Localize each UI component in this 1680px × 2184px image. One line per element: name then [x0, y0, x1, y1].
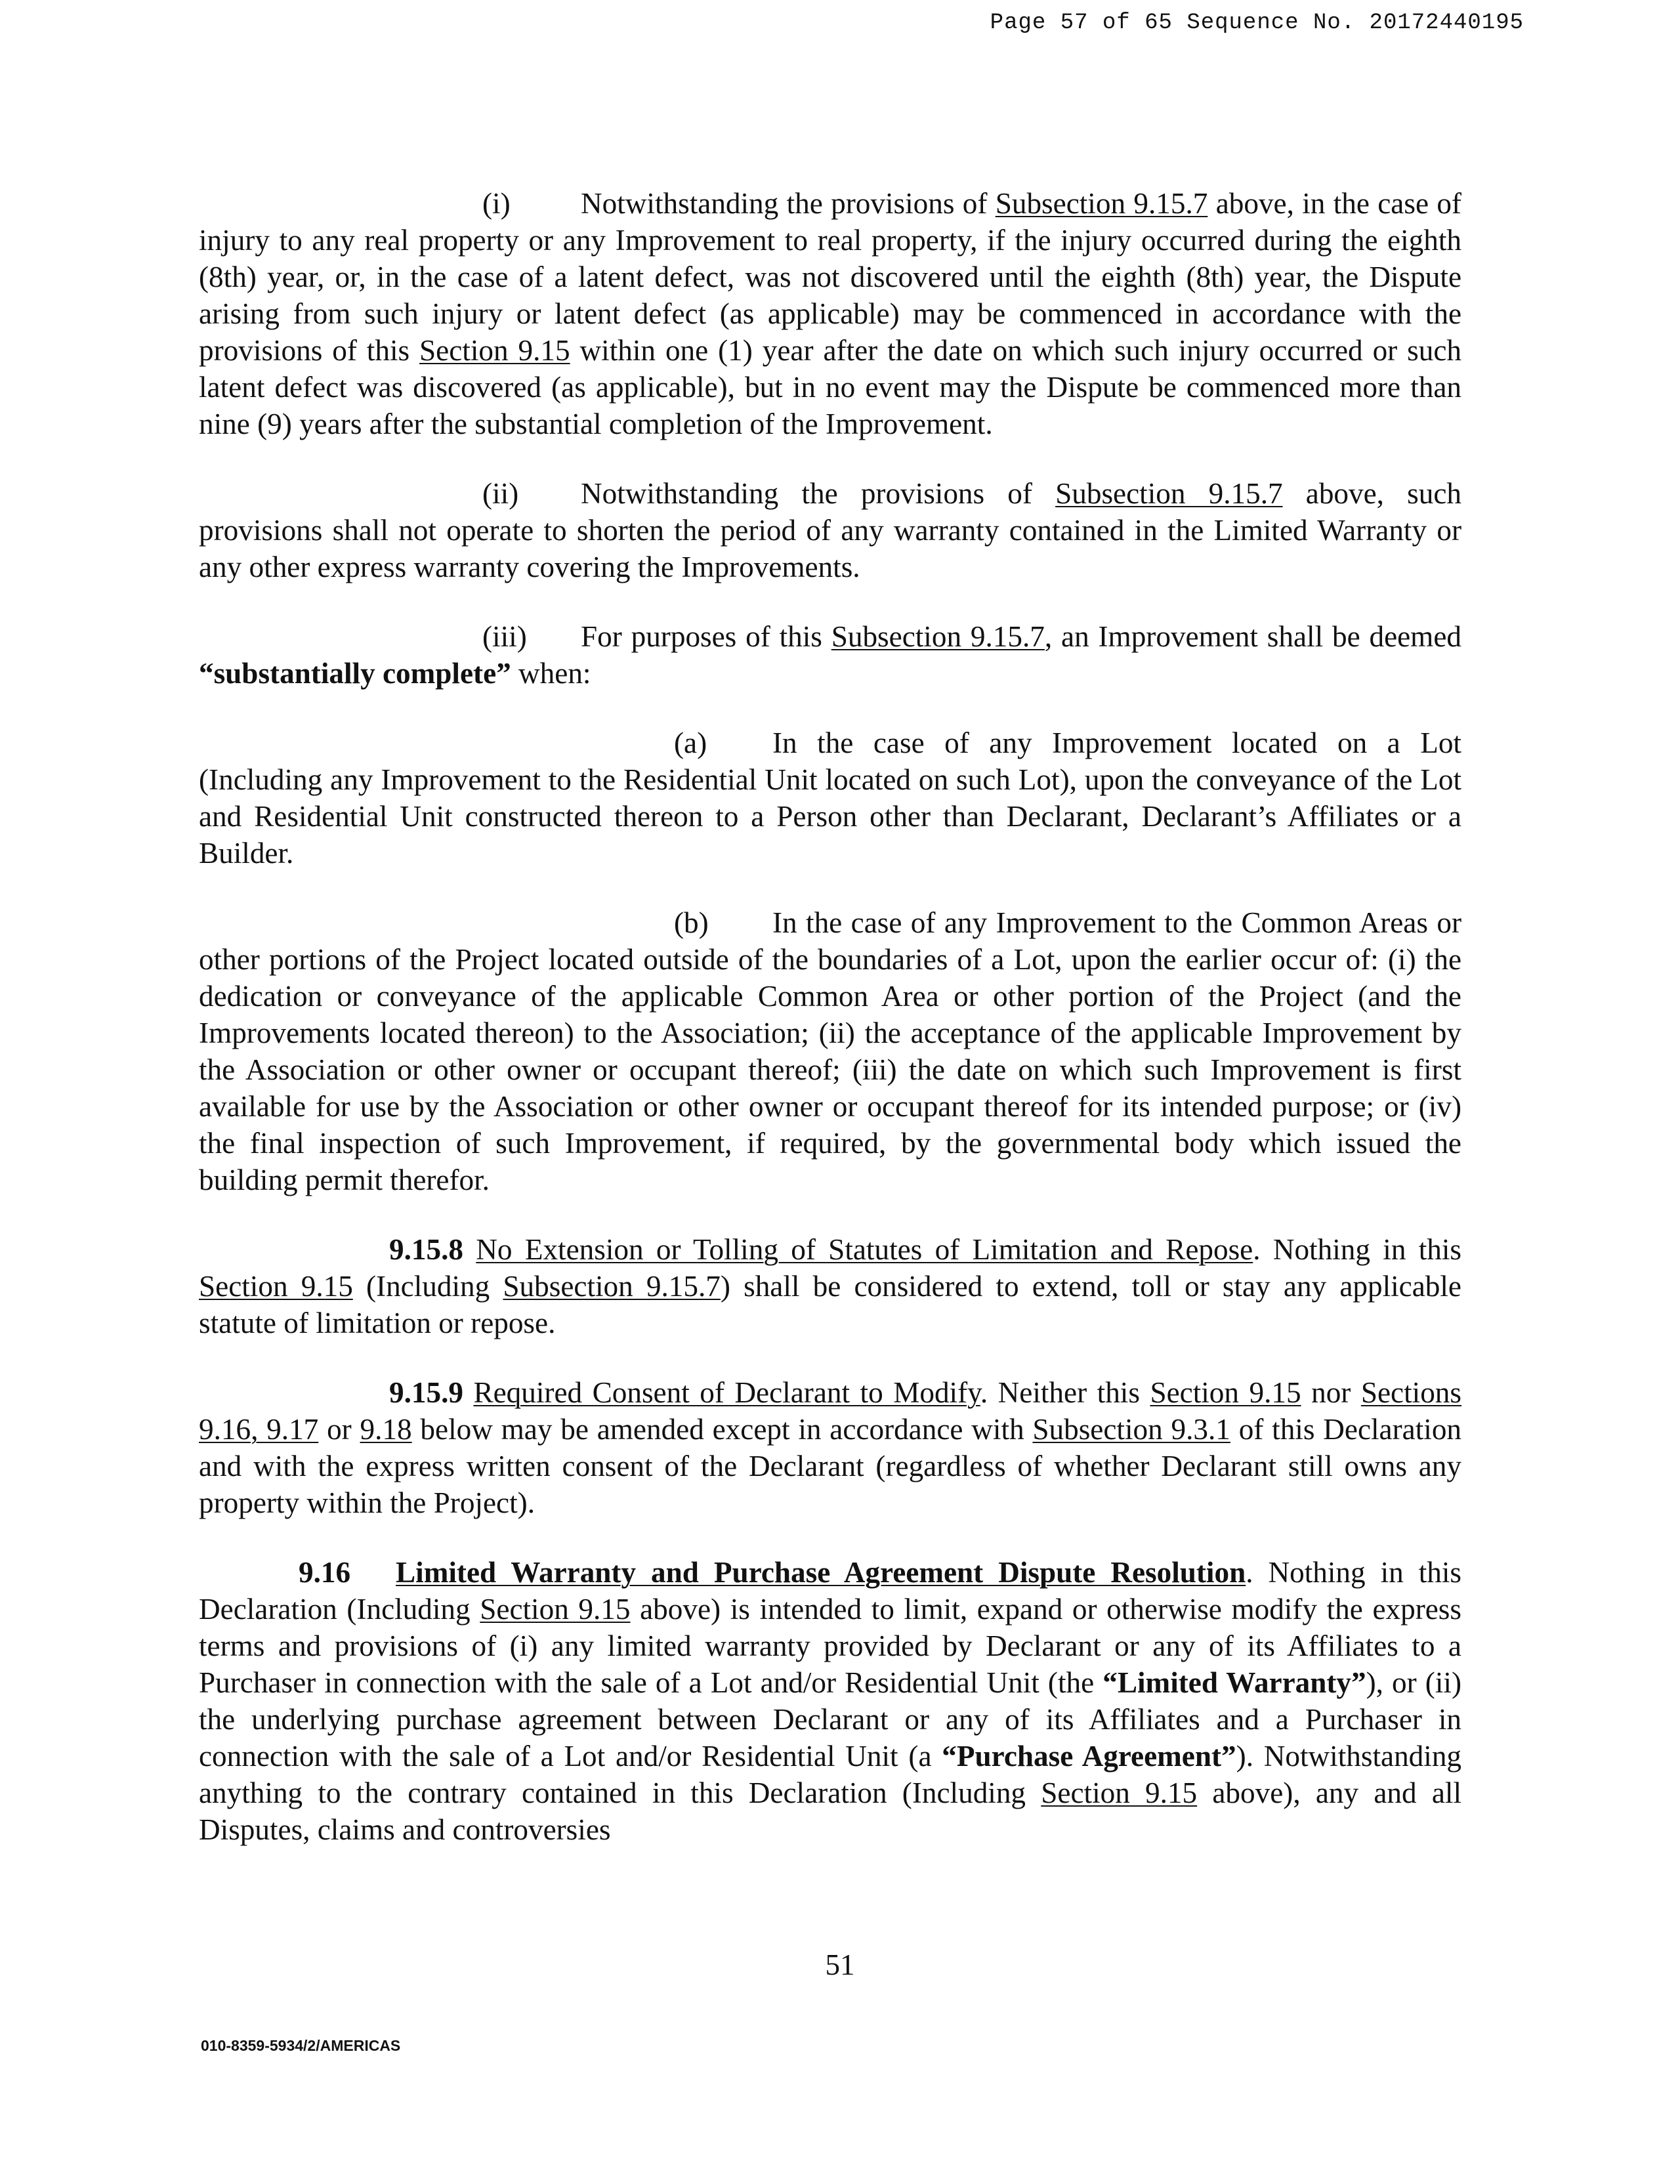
page-sequence-header: Page 57 of 65 Sequence No. 20172440195 — [990, 10, 1524, 35]
paragraph-number: (i) — [482, 187, 511, 220]
cross-reference: Subsection 9.3.1 — [1032, 1413, 1230, 1446]
paragraph-ii: (ii) Notwithstanding the provisions of Subsection 9.15.7 above, such provisions shall not operate to shorten the period of any warranty contained in the Limited Warranty or any other express warranty covering the Improvements. — [199, 475, 1461, 585]
paragraph-number: (a) — [674, 726, 707, 759]
paragraph-i: (i) Notwithstanding the provisions of Subsection 9.15.7 above, in the case of injury to any real property or any Improvement to real property, if the injury occurred during the eighth (8th) year, or, in the case of a latent defect, was not discovered until the eighth (8th) year, the Dispute arising from such injury or latent defect (as applicable) may be commenced in accordance with the provisions of this Section 9.15 within one (1) year after the date on which such injury occurred or such latent defect was discovered (as applicable), but in no event may the Dispute be commenced more than nine (9) years after the substantial completion of the Improvement. — [199, 185, 1461, 442]
section-9-16: 9.16 Limited Warranty and Purchase Agreement Dispute Resolution. Nothing in this Declaration (Including Section 9.15 above) is intended to limit, expand or otherwise modify the express terms and provisions of (i) any limited warranty provided by Declarant or any of its Affiliates to a Purchaser in connection with the sale of a Lot and/or Residential Unit (the “Limited Warranty”), or (ii) the underlying purchase agreement between Declarant or any of its Affiliates and a Purchaser in connection with the sale of a Lot and/or Residential Unit (a “Purchase Agreement”). Notwithstanding anything to the contrary contained in this Declaration (Including Section 9.15 above), any and all Disputes, claims and controversies — [199, 1556, 1462, 1846]
document-body — [199, 185, 1461, 1881]
defined-term: “Purchase Agreement” — [942, 1740, 1236, 1773]
section-number: 9.16 — [299, 1556, 351, 1589]
section-heading: Required Consent of Declarant to Modify — [473, 1376, 980, 1409]
cross-reference: 9.18 — [360, 1413, 412, 1446]
paragraph-a: (a) In the case of any Improvement located on a Lot (Including any Improvement to the Residential Unit located on such Lot), upon the conveyance of the Lot and Residential Unit constructed thereon to a Person other than Declarant, Declarant’s Affiliates or a Builder. — [199, 724, 1461, 872]
section-9-15-8: 9.15.8 No Extension or Tolling of Statutes of Limitation and Repose. Nothing in this Section 9.15 (Including Subsection 9.15.7) shall be considered to extend, toll or stay any applicable statute of limitation or repose. — [199, 1233, 1462, 1339]
cross-reference: Section 9.15 — [480, 1593, 631, 1626]
page-number: 51 — [825, 1948, 855, 1981]
cross-reference: Sections 9.16, 9.17 — [199, 1376, 1461, 1446]
paragraph-b: (b) In the case of any Improvement to the Common Areas or other portions of the Project located outside of the boundaries of a Lot, upon the earlier occur of: (i) the dedication or conveyance of the applicable Common Area or other portion of the Project (and the Improvements located thereon) to the Association; (ii) the acceptance of the applicable Improvement by the Association or other owner or occupant thereof; (iii) the date on which such Improvement is first available for use by the Association or other owner or occupant thereof for its intended purpose; or (iv) the final inspection of such Improvement, if required, by the governmental body which issued the building permit therefor. — [199, 904, 1461, 1198]
cross-reference: Subsection 9.15.7 — [1055, 477, 1283, 510]
cross-reference: Section 9.15 — [1041, 1776, 1198, 1809]
cross-reference: Section 9.15 — [199, 1270, 353, 1303]
section-heading: No Extension or Tolling of Statutes of Limitation and Repose — [476, 1233, 1253, 1266]
paragraph-number: (iii) — [482, 620, 527, 653]
cross-reference: Section 9.15 — [419, 334, 570, 367]
section-number: 9.15.9 — [389, 1376, 463, 1409]
paragraph-iii: (iii) For purposes of this Subsection 9.15.7, an Improvement shall be deemed “substantially complete” when: — [199, 618, 1461, 692]
section-heading: Limited Warranty and Purchase Agreement Dispute Resolution — [396, 1556, 1246, 1589]
defined-term: “Limited Warranty” — [1102, 1666, 1366, 1699]
document-id-footer: 010-8359-5934/2/AMERICAS — [201, 2037, 401, 2054]
paragraph-number: (b) — [674, 906, 709, 939]
cross-reference: Subsection 9.15.7 — [503, 1270, 721, 1303]
defined-term: “substantially complete” — [199, 657, 511, 690]
section-number: 9.15.8 — [389, 1233, 463, 1266]
cross-reference: Subsection 9.15.7 — [831, 620, 1045, 653]
cross-reference: Section 9.15 — [1150, 1376, 1301, 1409]
cross-reference: Subsection 9.15.7 — [995, 187, 1208, 220]
paragraph-number: (ii) — [482, 477, 519, 510]
section-9-15-9: 9.15.9 Required Consent of Declarant to Modify. Neither this Section 9.15 nor Sections 9.16, 9.17 or 9.18 below may be amended except in accordance with Subsection 9.3.1 of this Declaration and with the express written consent of the Declarant (regardless of whether Declarant still owns any property within the Project). — [199, 1376, 1462, 1519]
